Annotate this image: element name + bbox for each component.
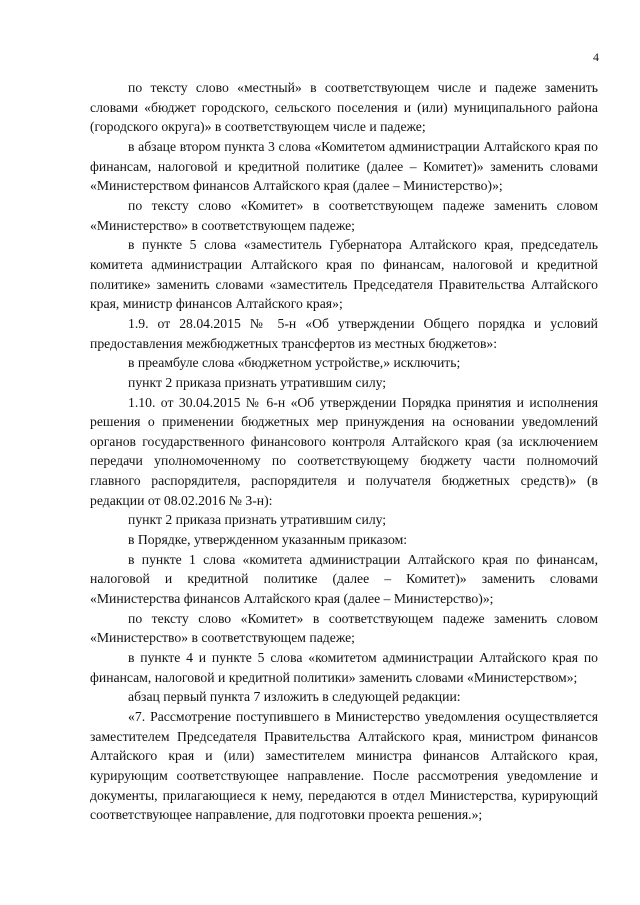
paragraph: в пункте 1 слова «комитета администрации Алтайского края по финансам, налоговой и кредитной политике (далее – Комитет)» заменить словами «Министерства финансов Алтайского края (далее – Министерство)»; <box>90 551 598 607</box>
paragraph: по тексту слово «местный» в соответствующем числе и падеже заменить словами «бюджет городского, сельского поселения и (или) муниципального района (городского округа)» в соответствующем числе и падеже; <box>90 80 598 135</box>
paragraph: в Порядке, утвержденном указанным приказом: <box>128 532 408 548</box>
paragraph: пункт 2 приказа признать утратившим силу; <box>128 374 387 390</box>
paragraph: пункт 2 приказа признать утратившим силу; <box>128 512 387 528</box>
document-body <box>90 78 598 825</box>
paragraph: в пункте 5 слова «заместитель Губернатора Алтайского края, председатель комитета администрации Алтайского края по финансам, налоговой и кредитной политике» заменить словами «заместитель Председателя Правительства Алтайского края, министр финансов Алтайского края»; <box>90 237 598 312</box>
paragraph: в абзаце втором пункта 3 слова «Комитетом администрации Алтайского края по финансам, налоговой и кредитной политике (далее – Комитет)» заменить словами «Министерством финансов Алтайского края (далее – Министерство)»; <box>90 138 598 194</box>
paragraph: абзац первый пункта 7 изложить в следующей редакции: <box>128 689 461 705</box>
paragraph: «7. Рассмотрение поступившего в Министерство уведомления осуществляется заместителем Председателя Правительства Алтайского края, министром финансов Алтайского края и (или) заместителем министра финансов Алтайского края, курирующим соответствующее направление. После рассмотрения уведомление и документы, прилагающиеся к нему, передаются в отдел Министерства, курирующий соответствующее направление, для подготовки проекта решения.»; <box>90 709 598 823</box>
paragraph: по тексту слово «Комитет» в соответствующем падеже заменить словом «Министерство» в соответствующем падеже; <box>90 610 598 646</box>
paragraph: по тексту слово «Комитет» в соответствующем падеже заменить словом «Министерство» в соответствующем падеже; <box>90 197 598 233</box>
paragraph: в пункте 4 и пункте 5 слова «комитетом администрации Алтайского края по финансам, налоговой и кредитной политики» заменить словами «Министерством»; <box>90 650 598 685</box>
page-number: 4 <box>593 50 599 64</box>
paragraph: 1.9. от 28.04.2015 № 5-н «Об утверждении Общего порядка и условий предоставления межбюджетных трансфертов из местных бюджетов»: <box>90 315 598 351</box>
paragraph: в преамбуле слова «бюджетном устройстве,» исключить; <box>128 355 461 371</box>
paragraph: 1.10. от 30.04.2015 № 6-н «Об утверждении Порядка принятия и исполнения решения о применении бюджетных мер принуждения на основании уведомлений органов государственного финансового контроля Алтайского края (за исключением передачи уполномоченному по соответствующему бюджету части полномочий главного распорядителя, распорядителя и получателя бюджетных средств)» (в редакции от 08.02.2016 № 3-н): <box>90 394 598 508</box>
